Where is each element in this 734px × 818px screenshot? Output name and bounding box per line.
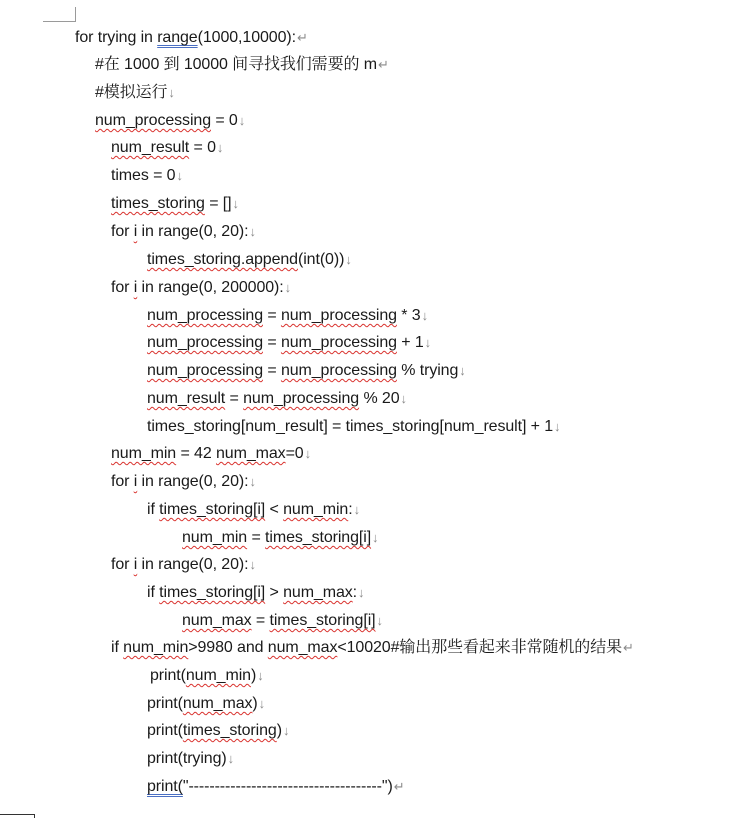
code-text: for trying in [75, 29, 158, 46]
spellcheck-flagged-word: num_max [283, 584, 353, 601]
spellcheck-flagged-word: num_min [182, 529, 248, 546]
code-text: = [263, 334, 281, 351]
code-text: = [247, 529, 266, 546]
spellcheck-flagged-word: i [133, 223, 138, 240]
code-text: : [352, 584, 358, 601]
spellcheck-flagged-word: times_storing[i] [265, 529, 372, 546]
code-text: ) [250, 667, 257, 684]
code-text: print( [147, 695, 183, 712]
code-text: = 0 [189, 139, 216, 156]
spellcheck-flagged-word: num_min [123, 639, 189, 656]
line-break-mark-icon: ↓ [249, 224, 256, 239]
spellcheck-flagged-word: num_processing [280, 362, 397, 379]
code-text: times_storing[num_result] = times_storing[num_result] + 1 [147, 418, 554, 435]
spellcheck-flagged-word: num_processing [243, 390, 360, 407]
code-line[interactable] [111, 555, 256, 575]
line-break-mark-icon: ↓ [249, 557, 256, 572]
spellcheck-flagged-word: num_max [182, 612, 252, 629]
line-break-mark-icon: ↓ [376, 613, 383, 628]
code-line[interactable] [147, 333, 431, 353]
line-break-mark-icon: ↓ [304, 446, 312, 461]
line-break-mark-icon: ↓ [249, 474, 256, 489]
spellcheck-flagged-word: num_processing [147, 362, 263, 379]
spellcheck-flagged-word: times_storing[i] [159, 501, 266, 518]
line-break-mark-icon: ↓ [257, 668, 264, 683]
code-line[interactable] [147, 361, 466, 381]
paragraph-mark-icon: ↵ [623, 640, 634, 655]
code-text: (int(0)) [298, 251, 345, 268]
spellcheck-flagged-word: num_min [283, 501, 349, 518]
code-line[interactable] [111, 138, 223, 158]
code-line[interactable] [147, 389, 407, 409]
line-break-mark-icon: ↓ [168, 85, 175, 100]
code-line[interactable] [147, 306, 428, 326]
spellcheck-flagged-word: num_max [216, 445, 286, 462]
spellcheck-flagged-word: num_max [182, 695, 253, 712]
code-line[interactable] [147, 694, 265, 714]
code-line[interactable] [182, 611, 383, 631]
spellcheck-flagged-word: num_processing [95, 112, 211, 129]
code-text: print( [147, 722, 183, 739]
code-text: for [111, 556, 134, 573]
spellcheck-flagged-word: num_max [267, 639, 338, 656]
code-line[interactable] [111, 638, 634, 658]
code-line[interactable] [111, 472, 256, 492]
line-break-mark-icon: ↓ [345, 252, 352, 267]
spellcheck-flagged-word: times_storing [111, 195, 205, 212]
code-text: >9980 and [188, 639, 268, 656]
code-line[interactable] [182, 528, 378, 548]
code-text: = [251, 612, 270, 629]
code-text: times = 0 [111, 167, 176, 184]
code-text: in range(0, 20): [137, 556, 249, 573]
code-line[interactable] [147, 417, 560, 437]
code-text: print( [150, 667, 186, 684]
code-line[interactable] [111, 166, 183, 186]
code-text: = 0 [211, 112, 238, 129]
line-break-mark-icon: ↓ [358, 585, 365, 600]
line-break-mark-icon: ↓ [216, 140, 224, 155]
code-text: if [111, 639, 124, 656]
line-break-mark-icon: ↓ [554, 419, 561, 434]
spellcheck-flagged-word: i [133, 473, 138, 490]
code-text: = [] [204, 195, 232, 212]
spellcheck-flagged-word: times_storing[i] [269, 612, 376, 629]
code-line[interactable] [111, 194, 239, 214]
code-line[interactable] [150, 666, 264, 686]
code-text: if [147, 584, 160, 601]
spellcheck-flagged-word: num_processing [280, 307, 397, 324]
line-break-mark-icon: ↓ [424, 335, 432, 350]
code-line[interactable] [147, 500, 360, 520]
line-break-mark-icon: ↓ [176, 168, 183, 183]
code-line[interactable] [95, 55, 389, 75]
line-break-mark-icon: ↓ [282, 723, 290, 738]
line-break-mark-icon: ↓ [400, 391, 407, 406]
code-text: ) [252, 695, 258, 712]
line-break-mark-icon: ↓ [421, 308, 428, 323]
code-text: for [111, 279, 134, 296]
code-line[interactable] [111, 444, 311, 464]
code-line[interactable] [95, 83, 175, 103]
code-text: in range(0, 20): [137, 473, 249, 490]
code-text: = [225, 390, 244, 407]
code-line[interactable] [147, 583, 364, 603]
grammar-flagged-word: range [157, 29, 198, 46]
code-text: in range(0, 200000): [137, 279, 284, 296]
line-break-mark-icon: ↓ [258, 696, 266, 711]
code-text: * 3 [396, 307, 421, 324]
code-text: : [348, 501, 353, 518]
code-text: < [265, 501, 284, 518]
line-break-mark-icon: ↓ [227, 751, 235, 766]
code-line[interactable] [75, 28, 308, 48]
line-break-mark-icon: ↓ [459, 363, 466, 378]
spellcheck-flagged-word: num_min [111, 445, 177, 462]
code-text: = 42 [176, 445, 216, 462]
paragraph-mark-icon: ↵ [377, 57, 389, 72]
spellcheck-flagged-word: num_result [111, 139, 190, 156]
code-text: ) [276, 722, 282, 739]
code-line[interactable] [147, 777, 405, 797]
code-text: in range(0, 20): [137, 223, 249, 240]
paragraph-mark-icon: ↵ [393, 779, 405, 794]
code-text: = [263, 307, 281, 324]
code-line[interactable] [147, 250, 352, 270]
spellcheck-flagged-word: times_storing.append [147, 251, 298, 268]
code-line[interactable] [111, 222, 256, 242]
code-text: #模拟运行 [95, 84, 168, 101]
code-text: % trying [396, 362, 459, 379]
spellcheck-flagged-word: num_min [185, 667, 251, 684]
code-text: for [111, 223, 134, 240]
code-text: =0 [285, 445, 304, 462]
code-line[interactable] [95, 111, 245, 131]
line-break-mark-icon: ↓ [232, 196, 239, 211]
line-break-mark-icon: ↓ [284, 280, 292, 295]
grammar-flagged-word: print( [147, 778, 183, 795]
spellcheck-flagged-word: num_processing [147, 334, 263, 351]
spellcheck-flagged-word: times_storing[i] [159, 584, 266, 601]
code-line[interactable] [147, 749, 234, 769]
code-text: #在 1000 到 10000 间寻找我们需要的 m [95, 56, 377, 73]
code-text: + 1 [396, 334, 424, 351]
code-line[interactable] [147, 721, 289, 741]
spellcheck-flagged-word: times_storing [182, 722, 277, 739]
code-text: for [111, 473, 134, 490]
paragraph-mark-icon: ↵ [296, 30, 308, 45]
code-text: > [265, 584, 284, 601]
page-corner-mark-top [43, 7, 76, 22]
spellcheck-flagged-word: i [133, 556, 138, 573]
code-text: print(trying) [147, 750, 227, 767]
code-text: if [147, 501, 160, 518]
code-text: = [263, 362, 281, 379]
spellcheck-flagged-word: num_result [147, 390, 226, 407]
spellcheck-flagged-word: i [133, 279, 138, 296]
spellcheck-flagged-word: num_processing [280, 334, 397, 351]
page-corner-mark-bottom [0, 814, 35, 818]
code-line[interactable] [111, 278, 291, 298]
code-text: "-------------------------------------") [182, 778, 393, 795]
code-text: (1000,10000): [197, 29, 296, 46]
line-break-mark-icon: ↓ [372, 530, 379, 545]
code-text: <10020#输出那些看起来非常随机的结果 [337, 639, 622, 656]
line-break-mark-icon: ↓ [238, 113, 246, 128]
spellcheck-flagged-word: num_processing [147, 307, 263, 324]
line-break-mark-icon: ↓ [353, 502, 360, 517]
code-text: % 20 [359, 390, 400, 407]
